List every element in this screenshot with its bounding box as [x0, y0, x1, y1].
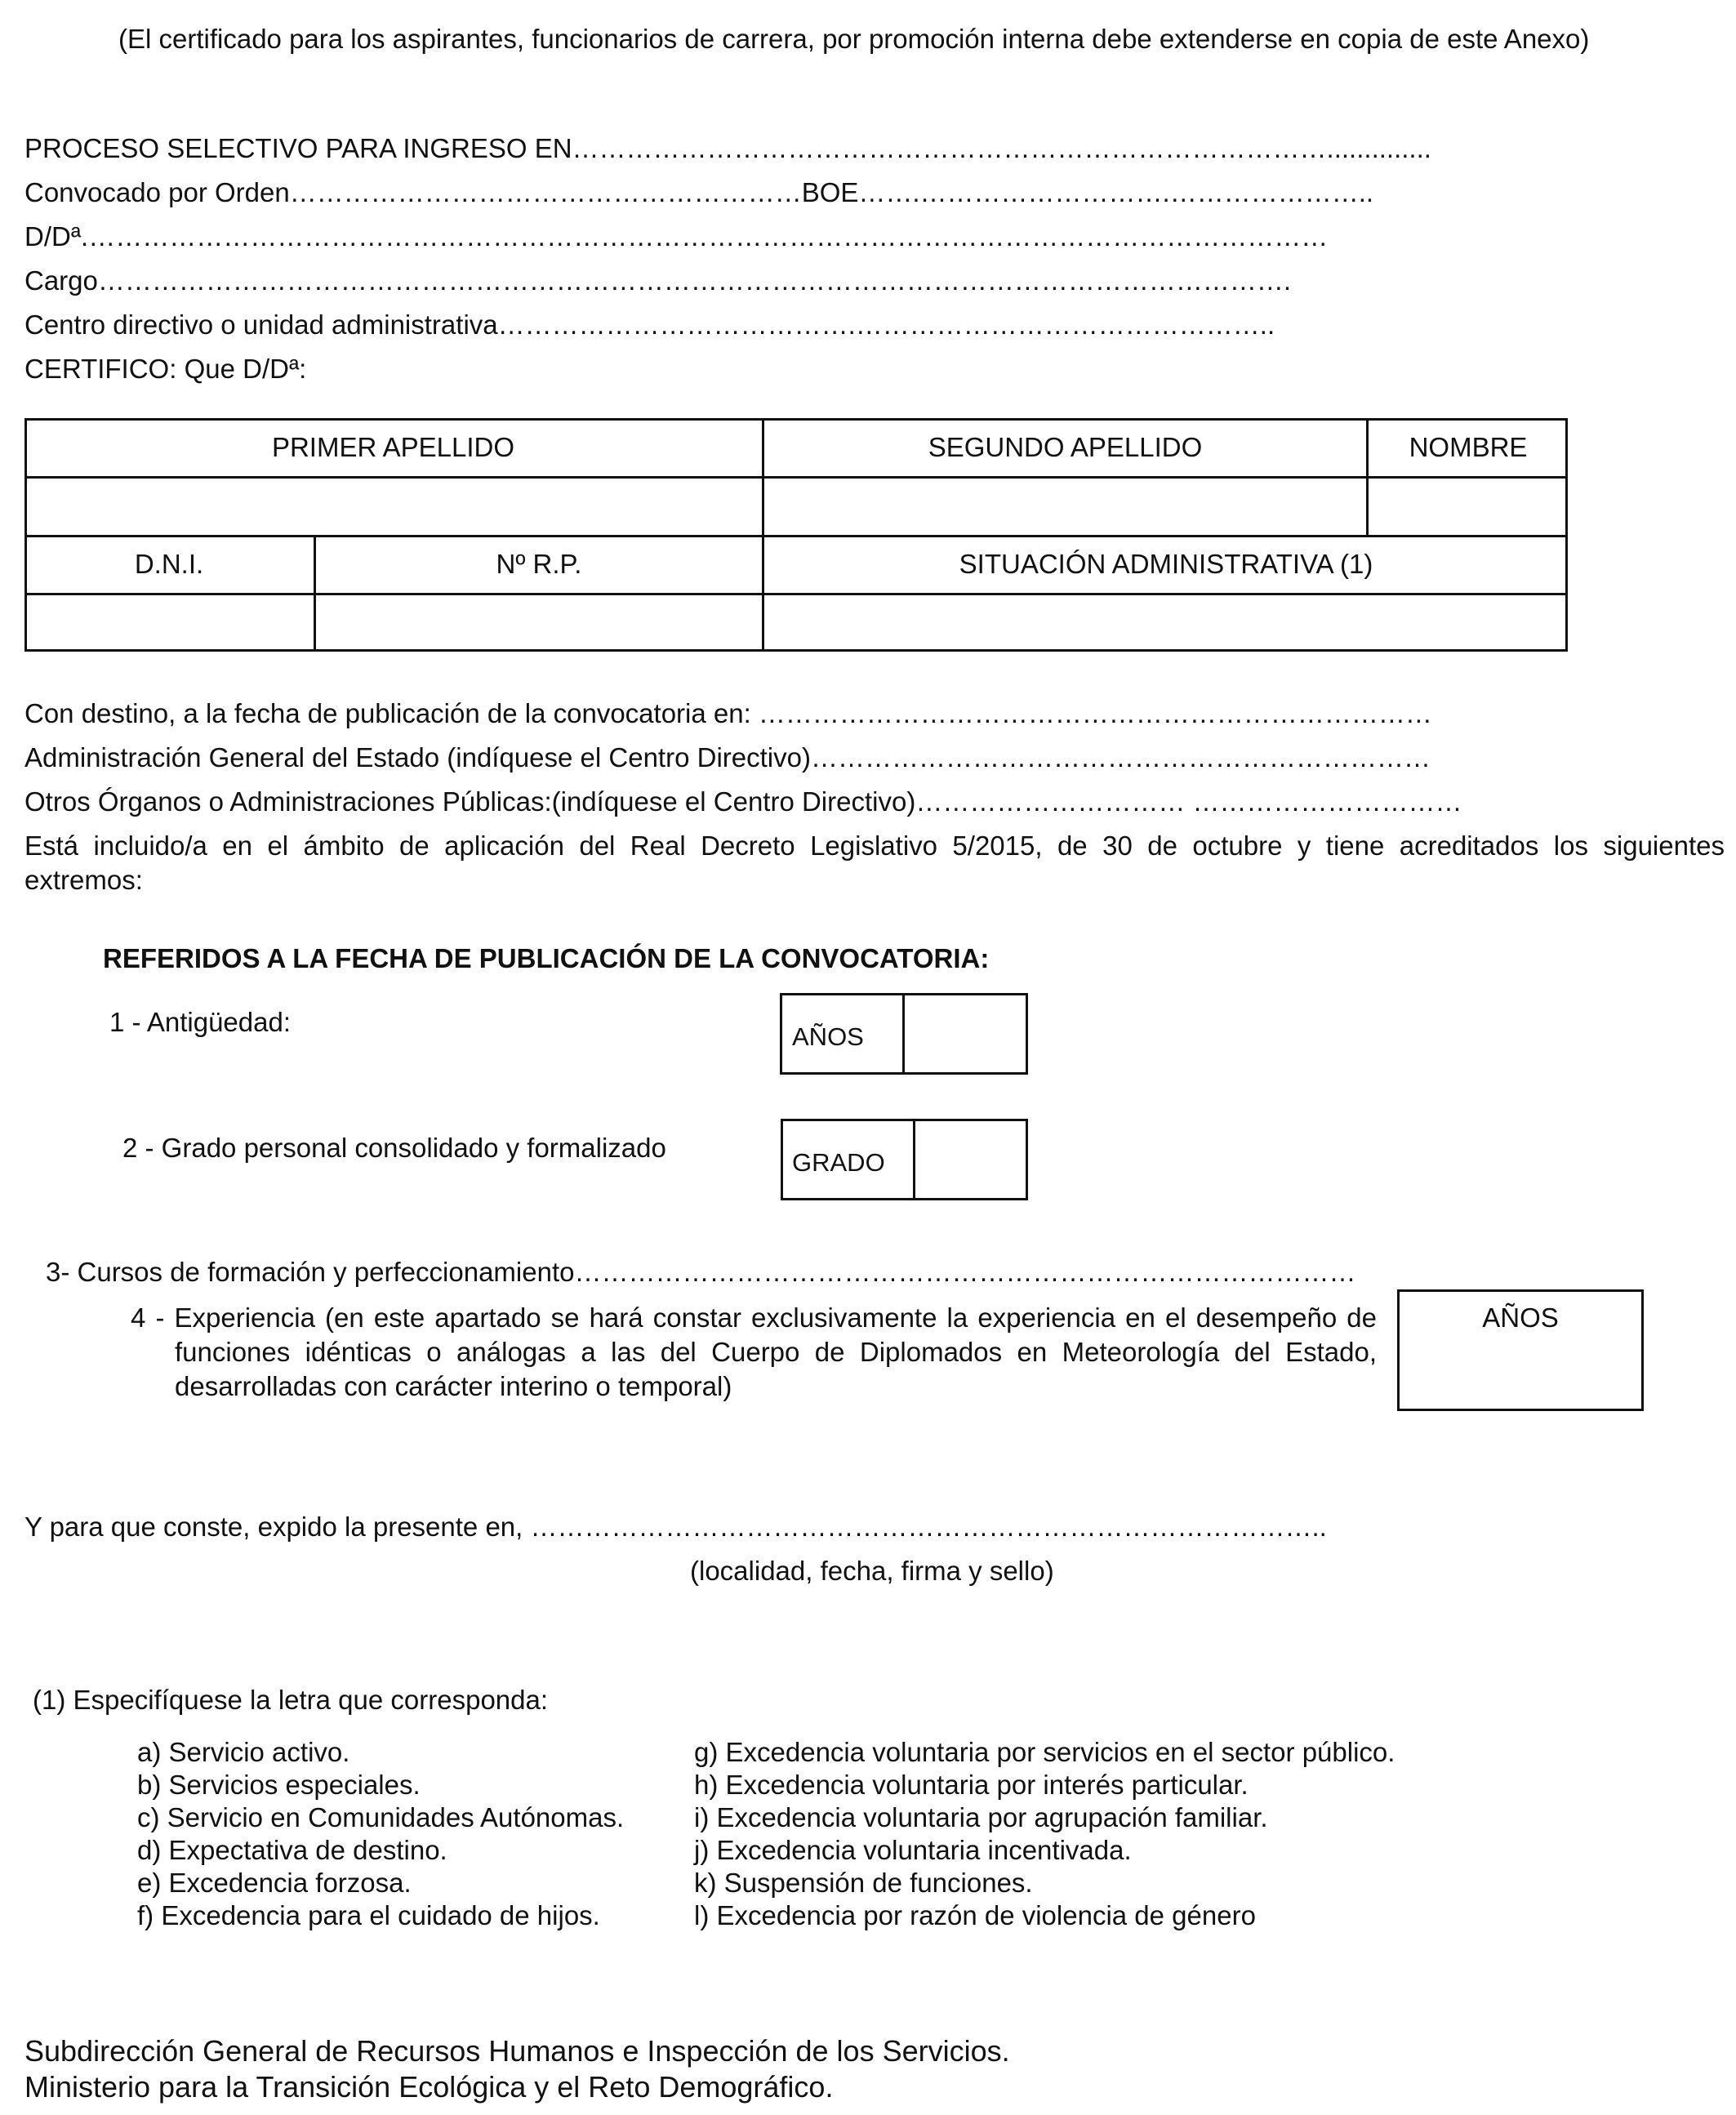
proceso-field[interactable]: PROCESO SELECTIVO PARA INGRESO EN…………………………………………………………………………..............: [24, 133, 1431, 163]
nrp-input[interactable]: [318, 595, 759, 649]
col-segundo-apellido: SEGUNDO APELLIDO: [928, 431, 1203, 462]
list-item: k) Suspensión de funciones.: [694, 1868, 1033, 1898]
experiencia-text-end: desarrolladas con carácter interino o temporal): [175, 1371, 732, 1401]
dd-field[interactable]: D/Dª.…………………………………………………………………………………………………………………………: [24, 221, 1329, 252]
list-item: j) Excedencia voluntaria incentivada.: [694, 1835, 1132, 1865]
header-note: (El certificado para los aspirantes, funcionarios de carrera, por promoción interna debe extenderse en copia de este Anexo): [118, 24, 1590, 54]
ambito-text: Está incluido/a en el ámbito de aplicación del Real Decreto Legislativo 5/2015, de 30 de octubre y tiene acreditados los siguientes: [24, 830, 1725, 861]
list-item: b) Servicios especiales.: [137, 1770, 421, 1800]
situacion-input[interactable]: [767, 595, 1565, 649]
col-nombre: NOMBRE: [1409, 431, 1528, 462]
list-item: a) Servicio activo.: [137, 1737, 350, 1767]
list-item: h) Excedencia voluntaria por interés particular.: [694, 1770, 1249, 1800]
cursos-line[interactable]: 3- Cursos de formación y perfeccionamiento……………………………………………………………………………: [46, 1257, 1356, 1287]
expido-line[interactable]: Y para que conste, expido la presente en, ……………………………………………………………………………..: [24, 1512, 1327, 1542]
antiguedad-anos-input[interactable]: [905, 995, 1026, 1072]
localidad-hint: (localidad, fecha, firma y sello): [690, 1556, 1054, 1586]
age-line[interactable]: Administración General del Estado (indíquese el Centro Directivo)……………………………………………………………: [24, 742, 1431, 773]
otros-organos-line[interactable]: Otros Órganos o Administraciones Públicas:(indíquese el Centro Directivo)………………………… …………………………: [24, 786, 1462, 817]
antiguedad-label: 1 - Antigüedad:: [109, 1007, 292, 1037]
list-item: i) Excedencia voluntaria por agrupación familiar.: [694, 1802, 1268, 1832]
centro-field[interactable]: Centro directivo o unidad administrativa………………………………….………………………………………..: [24, 309, 1275, 340]
col-situacion: SITUACIÓN ADMINISTRATIVA (1): [959, 548, 1373, 579]
grado-box-label: GRADO: [792, 1148, 885, 1177]
antiguedad-anos-label: AÑOS: [792, 1022, 864, 1051]
certifico-label: CERTIFICO: Que D/Dª:: [24, 354, 307, 384]
convocado-field[interactable]: Convocado por Orden…………………………………………………BOE…….……………………….…………………..: [24, 177, 1374, 207]
destino-line[interactable]: Con destino, a la fecha de publicación de la convocatoria en: …………………………………………………………………: [24, 698, 1432, 728]
grado-label: 2 - Grado personal consolidado y formalizado: [122, 1133, 666, 1163]
nombre-input[interactable]: [1371, 479, 1565, 532]
dni-input[interactable]: [27, 595, 311, 649]
experiencia-text-cont: funciones idénticas o análogas a las del Cuerpo de Diplomados en Meteorología del Estado,: [175, 1337, 1377, 1367]
segundo-apellido-input[interactable]: [767, 479, 1364, 532]
list-item: g) Excedencia voluntaria por servicios en el sector público.: [694, 1737, 1395, 1767]
list-item: l) Excedencia por razón de violencia de género: [694, 1900, 1256, 1930]
experiencia-text: 4 - Experiencia (en este apartado se hará constar exclusivamente la experiencia en el desempeño de: [131, 1302, 1377, 1333]
cargo-field[interactable]: Cargo…………………………………………………………………………………………………………………….: [24, 265, 1292, 296]
ambito-text-cont: extremos:: [24, 865, 143, 895]
list-item: d) Expectativa de destino.: [137, 1835, 447, 1865]
list-item: f) Excedencia para el cuidado de hijos.: [137, 1900, 600, 1930]
footer-subdireccion: Subdirección General de Recursos Humanos e Inspección de los Servicios.: [24, 2034, 1010, 2068]
primer-apellido-input[interactable]: [27, 479, 759, 532]
list-item: e) Excedencia forzosa.: [137, 1868, 412, 1898]
list-item: c) Servicio en Comunidades Autónomas.: [137, 1802, 625, 1832]
referidos-heading: REFERIDOS A LA FECHA DE PUBLICACIÓN DE LA CONVOCATORIA:: [103, 943, 990, 973]
grado-input[interactable]: [915, 1121, 1026, 1198]
experiencia-anos-label: AÑOS: [1482, 1302, 1559, 1333]
note-heading: (1) Especifíquese la letra que corresponda:: [33, 1685, 549, 1715]
col-primer-apellido: PRIMER APELLIDO: [271, 431, 515, 462]
col-dni: D.N.I.: [134, 548, 204, 579]
footer-ministerio: Ministerio para la Transición Ecológica y el Reto Demográfico.: [24, 2070, 834, 2104]
col-nrp: Nº R.P.: [496, 548, 582, 579]
